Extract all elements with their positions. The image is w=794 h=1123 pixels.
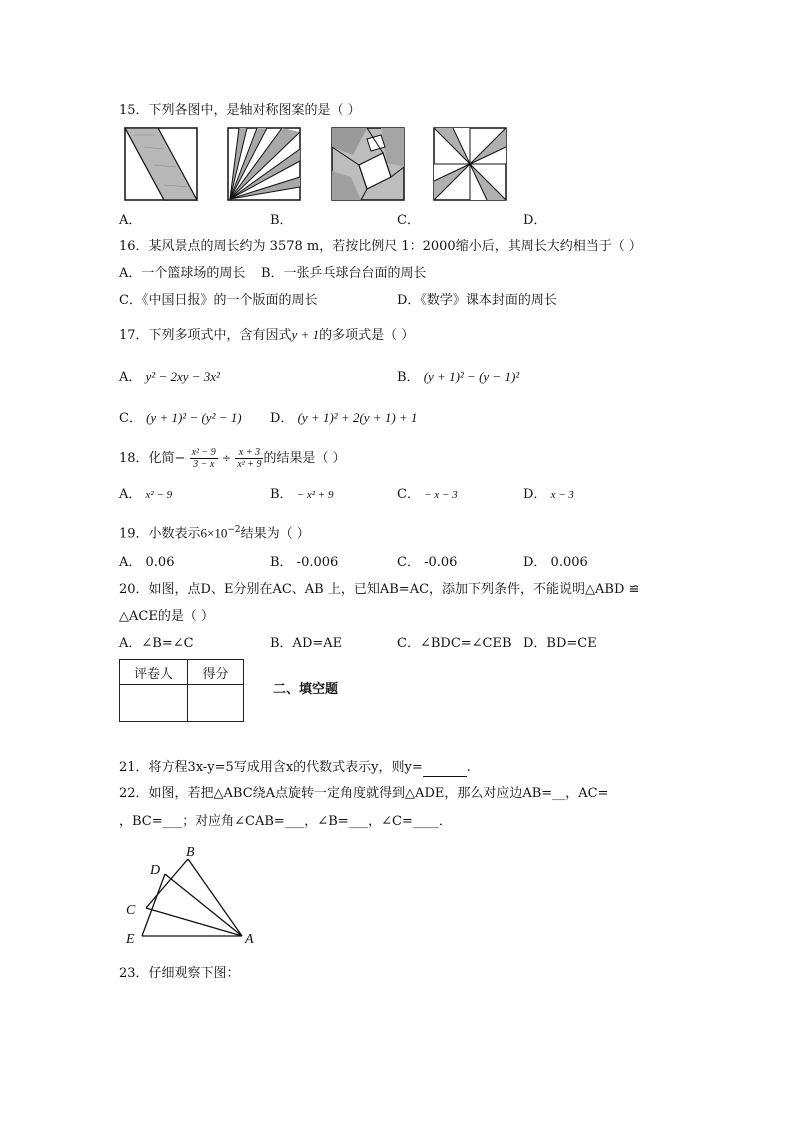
q18-fraction-2-denominator: x² + 9 [237,459,262,470]
q16-stem: 16．某风景点的周长约为 3578 m，若按比例尺 1：2000缩小后，其周长大约相当于（ ） [119,239,642,254]
pattern-d-image [433,127,507,201]
q21-stem-text: 21．将方程3x-y=5写成用含x的代数式表示y，则y= [119,760,423,775]
q18-option-c-expr: − x − 3 [424,489,458,501]
q20-option-d[interactable]: D．BD=CE [523,636,597,651]
score-table-header-grader: 评卷人 [120,660,188,685]
score-table-header-score: 得分 [188,660,244,685]
label-b: B [186,845,195,860]
q22-stem-line1: 22．如图，若把△ABC绕A点旋转一定角度就得到△ADE，那么对应边AB=__，AC= [119,786,609,801]
q20-stem: 20．如图，点D、E分别在AC、AB 上，已知AB=AC，添加下列条件，不能说明△ABD ≌ [119,582,640,597]
q18-fraction-1 [190,447,218,470]
q17-option-b-label: B． [397,370,420,385]
q19-expression: 6×10 [200,525,228,541]
q19-option-b[interactable]: B． -0.006 [270,555,339,570]
q21-answer-blank[interactable] [423,760,467,777]
q19-option-c[interactable]: C． -0.06 [397,555,458,570]
q17-option-c-expr: (y + 1)² − (y² − 1) [146,410,242,425]
q19-stem-text-a: 19．小数表示 [119,526,201,542]
q18-option-a[interactable] [119,487,172,503]
q16-option-d[interactable]: D．《数学》课本封面的周长 [397,293,557,308]
q18-fraction-1-numerator: x² − 9 [191,447,216,458]
q20-option-c[interactable]: C．∠BDC=∠CEB [397,636,512,651]
q23-stem: 23．仔细观察下图： [119,966,240,981]
q22-stem-line2: ，BC=___；对应角∠CAB=___，∠B=___，∠C=____． [119,814,452,829]
q17-option-d-expr: (y + 1)² + 2(y + 1) + 1 [297,410,418,425]
q16-option-a[interactable]: A．一个篮球场的周长 [119,266,246,281]
segment-da [165,874,242,936]
pattern-c-image [331,127,405,201]
q18-option-c-label: C． [397,487,420,502]
q18-option-d-expr: x − 3 [550,489,574,501]
q19-stem [119,522,310,542]
label-d: D [150,863,161,878]
q17-stem [119,327,414,344]
q15-option-c[interactable]: C． [397,213,420,228]
q18-minus: − [174,451,186,466]
q17-option-b[interactable] [397,369,519,386]
q17-option-d[interactable] [270,410,417,427]
q17-option-a-expr: y² − 2xy − 3x² [145,369,220,384]
q18-option-b-label: B． [270,487,293,502]
q18-stem-text-a: 18．化简 [119,451,175,466]
segment-ba [188,859,242,936]
q17-factor: y + 1 [291,327,320,342]
q19-exponent: −2 [227,525,241,535]
q20-option-b[interactable]: B．AD=AE [270,636,343,651]
q18-option-b[interactable] [270,487,333,503]
q20-option-a[interactable]: A．∠B=∠C [119,636,194,651]
q15-option-b[interactable]: B． [270,213,293,228]
q18-option-b-expr: − x² + 9 [296,489,334,501]
q17-option-b-expr: (y + 1)² − (y − 1)² [423,369,520,384]
q18-option-d-label: D． [523,487,547,502]
q18-fraction-2-numerator: x + 3 [235,447,263,459]
label-a: A [245,932,254,947]
q17-stem-text-b: 的多项式是（ ） [319,328,415,343]
label-e: E [126,932,135,947]
q17-option-a-label: A． [119,370,142,385]
q21-stem-end: . [466,760,471,775]
q17-option-c-label: C． [119,411,142,426]
pattern-a-image [124,127,198,201]
q19-option-d[interactable]: D． 0.006 [523,555,588,570]
q18-option-a-expr: x² − 9 [145,489,173,501]
q15-option-a[interactable]: A． [119,213,142,228]
q18-stem-text-b: 的结果是（ ） [263,451,346,466]
q22-triangle-figure [120,843,270,949]
q17-option-c[interactable] [119,410,242,427]
q17-option-a[interactable] [119,369,220,386]
q19-option-a[interactable]: A． 0.06 [119,555,175,570]
q18-stem [119,444,346,474]
q18-option-c[interactable] [397,487,458,503]
segment-ca [146,908,242,936]
score-table [119,659,244,722]
q15-option-d[interactable]: D． [523,213,547,228]
q18-fraction-1-denominator: 3 − x [193,459,215,470]
q19-stem-text-b: 结果为（ ） [240,526,310,542]
label-c: C [126,903,136,918]
score-table-grader-cell[interactable] [120,685,188,722]
q15-stem: 15．下列各图中，是轴对称图案的是（ ） [119,103,361,118]
score-table-score-cell[interactable] [188,685,244,722]
q16-option-b[interactable]: B．一张乒乓球台台面的周长 [261,266,427,281]
q18-option-a-label: A． [119,487,142,502]
segment-ed [142,874,165,936]
q17-stem-text-a: 17．下列多项式中，含有因式 [119,328,292,343]
pattern-b-image [227,127,301,201]
q18-fraction-2 [235,447,263,470]
q16-option-c[interactable]: C．《中国日报》的一个版面的周长 [119,293,318,308]
section-title-fill-in: 二、填空题 [273,682,339,697]
q18-option-d[interactable] [523,487,574,503]
q18-divide: ÷ [221,452,232,465]
q21-stem [119,760,471,777]
q17-option-d-label: D． [270,411,294,426]
q20-stem-line2: △ACE的是（ ） [119,609,214,624]
